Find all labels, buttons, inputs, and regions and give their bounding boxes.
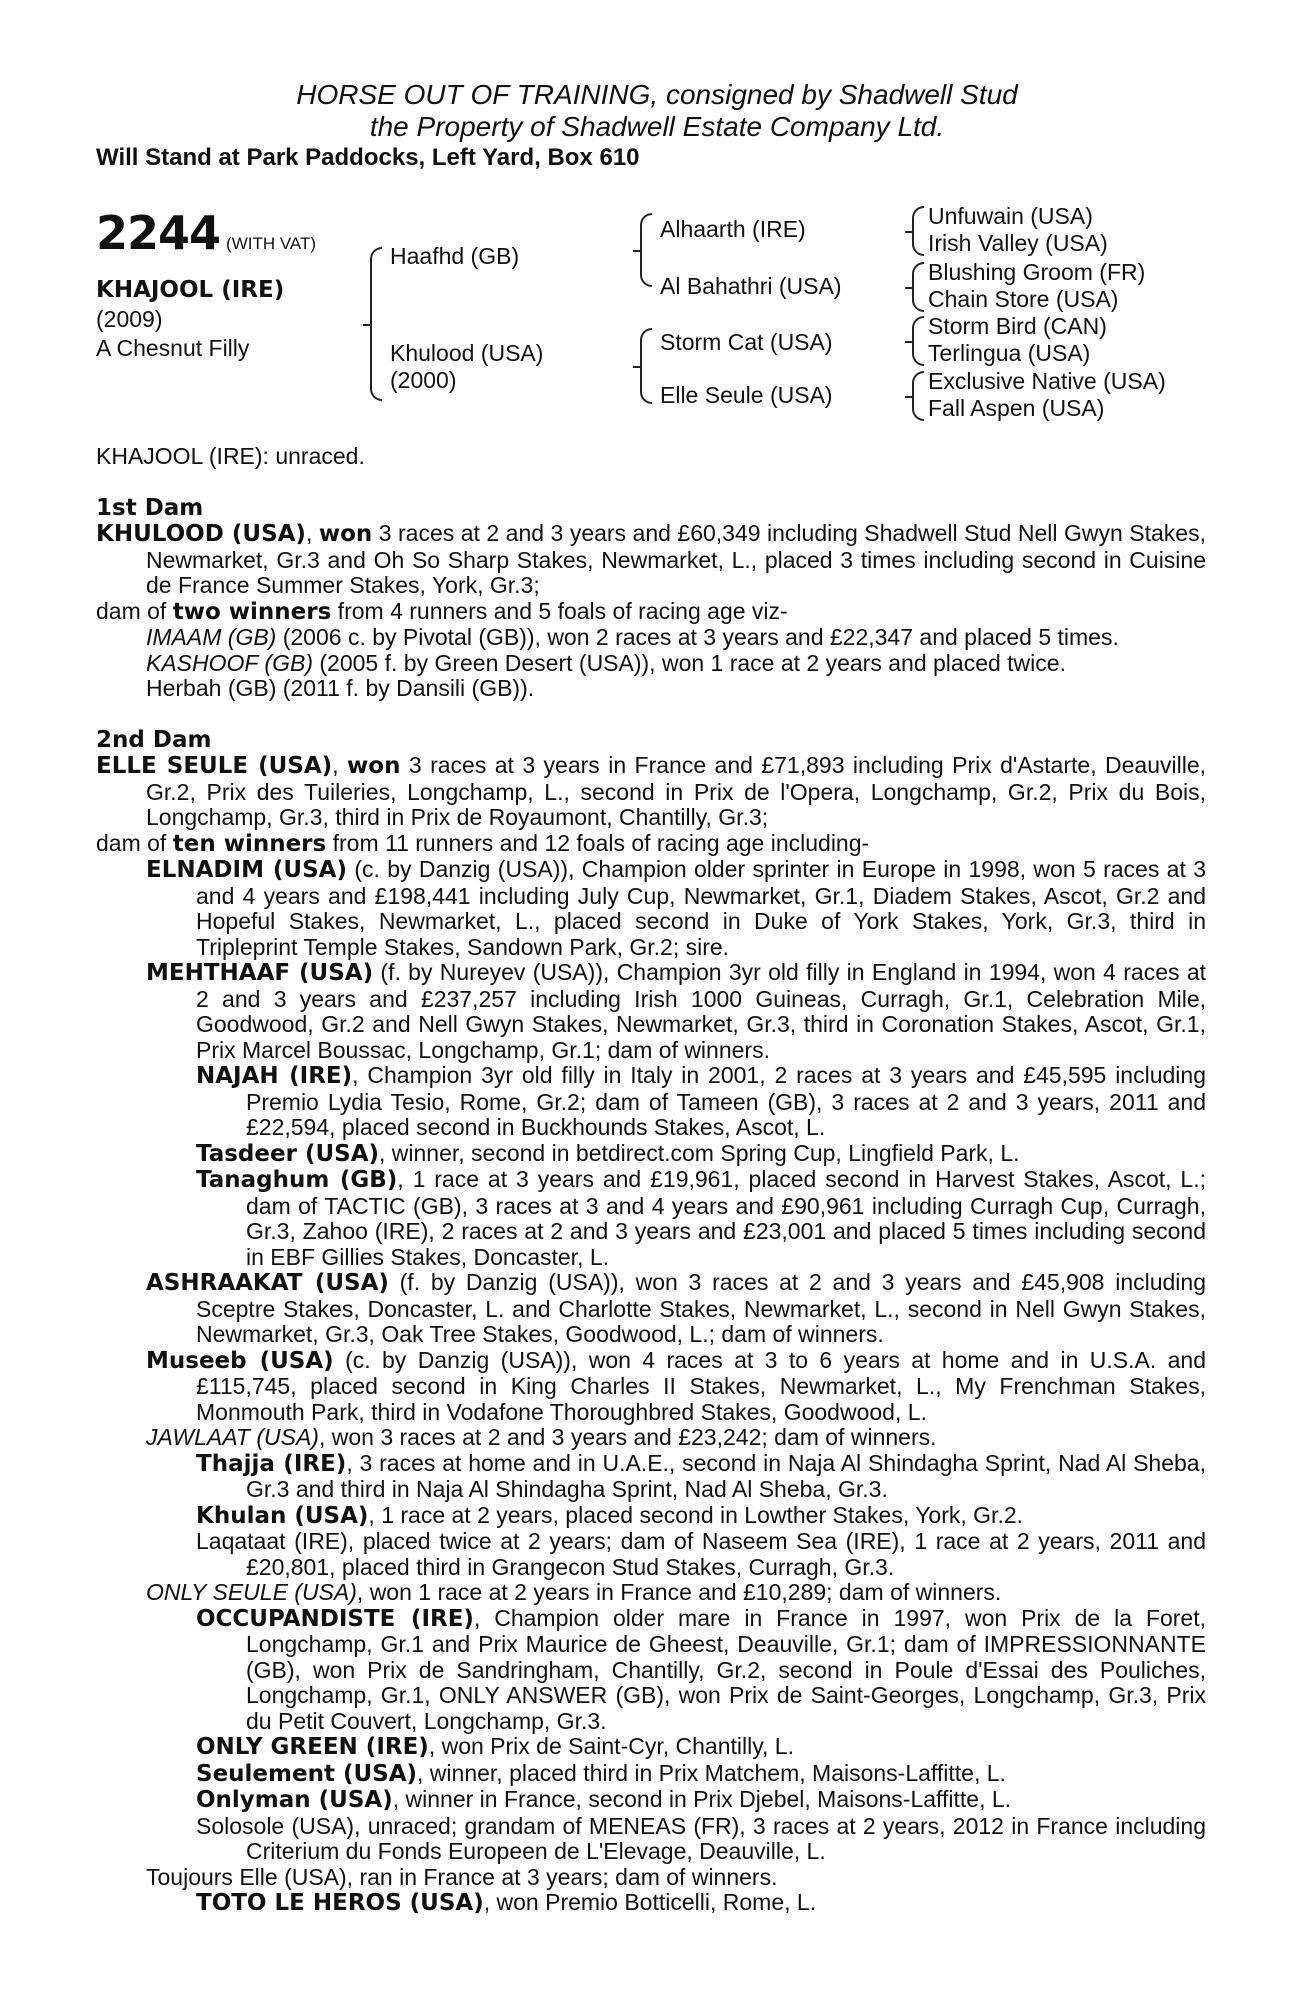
produce-entry bbox=[96, 1787, 1206, 1814]
horse-description: A Chesnut Filly bbox=[96, 335, 250, 361]
lot-number: 2244 bbox=[96, 206, 221, 260]
ped-sds: Blushing Groom (FR) bbox=[928, 259, 1146, 285]
produce-name: ELNADIM (USA) bbox=[146, 857, 347, 883]
produce-text: Laqataat (IRE), placed twice at 2 years; dam of Naseem Sea (IRE), 1 race at 2 years, 2011 and £20,801, placed third in Grangecon Stud Stakes, Curragh, Gr.3. bbox=[196, 1528, 1206, 1580]
produce-text: , won Prix de Saint-Cyr, Chantilly, L. bbox=[428, 1733, 794, 1759]
produce-text: (c. by Danzig (USA)), won 4 races at 3 to 6 years at home and in U.S.A. and £115,745, placed second in King Charles II Stakes, Newmarket, L., My Frenchman Stakes, Monmouth Park, third in Vodafone Thoroughbred Stakes, Goodwood, L. bbox=[196, 1346, 1207, 1425]
produce-text: (f. by Danzig (USA)), won 3 races at 2 and 3 years and £45,908 including Sceptre Stakes, Doncaster, L. and Charlotte Stakes, Newmarket, L., second in Nell Gwyn Stakes, Newmarket, Gr.3, Oak Tree Stakes, Goodwood, L.; dam of winners. bbox=[196, 1269, 1206, 1347]
foal-row bbox=[96, 676, 1206, 702]
produce-name: ONLY GREEN (IRE) bbox=[196, 1734, 429, 1760]
second-dam-of-post: from 11 runners and 12 foals of racing age including- bbox=[326, 829, 870, 856]
foal-text: (2005 f. by Green Desert (USA)), won 1 race at 2 years and placed twice. bbox=[313, 649, 1066, 676]
produce-entry bbox=[96, 1063, 1206, 1141]
ped-sire-sire: Alhaarth (IRE) bbox=[660, 216, 806, 242]
produce-name: JAWLAAT (USA) bbox=[146, 1424, 319, 1450]
produce-name: TOTO LE HEROS (USA) bbox=[196, 1890, 484, 1916]
produce-name: Onlyman (USA) bbox=[196, 1787, 393, 1813]
second-dam-name: ELLE SEULE (USA) bbox=[96, 753, 333, 779]
produce-text: , won 3 races at 2 and 3 years and £23,242; dam of winners. bbox=[318, 1424, 937, 1450]
foal-text: (2006 c. by Pivotal (GB)), won 2 races at 3 years and £22,347 and placed 5 times. bbox=[276, 624, 1119, 650]
first-dam-of-post: from 4 runners and 5 foals of racing age viz- bbox=[331, 597, 788, 624]
ped-dss: Storm Bird (CAN) bbox=[928, 313, 1107, 339]
ped-dam-year: (2000) bbox=[390, 367, 457, 393]
horse-info bbox=[96, 276, 284, 363]
brace-g2 bbox=[912, 262, 924, 312]
produce-text: , won 1 race at 2 years in France and £10,289; dam of winners. bbox=[356, 1579, 1002, 1605]
produce-text: , winner in France, second in Prix Djebel, Maisons-Laffitte, L. bbox=[392, 1786, 1012, 1812]
first-dam-summary: KHULOOD (USA), won 3 races at 2 and 3 years and £60,349 including Shadwell Stud Nell Gwyn Stakes, Newmarket, Gr.3 and Oh So Sharp Stakes, Newmarket, L., placed 3 times including second in Cuisine de France Summer Stakes, York, Gr.3; bbox=[96, 520, 1206, 598]
produce-entry bbox=[96, 1167, 1206, 1270]
produce-name: Khulan (USA) bbox=[196, 1502, 369, 1529]
ped-dam-sire: Storm Cat (USA) bbox=[660, 329, 833, 355]
stand-location: Will Stand at Park Paddocks, Left Yard, Box 610 bbox=[96, 144, 640, 171]
brace-g4 bbox=[912, 371, 924, 421]
produce-text: , Champion older mare in France in 1997, won Prix de la Foret, Longchamp, Gr.1 and Prix Maurice de Gheest, Deauville, Gr.1; dam of IMPRESSIONNANTE (GB), won Prix de Sandringham, Chantilly, Gr.2, second in Poule d'Essai des Pouliches, Longchamp, Gr.1, ONLY ANSWER (GB), won Prix de Saint-Georges, Longchamp, Gr.3, Prix du Petit Couvert, Longchamp, Gr.3. bbox=[246, 1604, 1206, 1734]
second-dam-heading: 2nd Dam bbox=[96, 726, 212, 753]
produce-name: MEHTHAAF (USA) bbox=[146, 960, 374, 986]
ped-sdd: Chain Store (USA) bbox=[928, 286, 1119, 312]
first-dam-name: KHULOOD (USA) bbox=[96, 521, 306, 547]
header-line-1: HORSE OUT OF TRAINING, consigned by Shadwell Stud bbox=[296, 79, 1018, 110]
produce-text: , Champion 3yr old filly in Italy in 2001, 2 races at 3 years and £45,595 including Premio Lydia Tesio, Rome, Gr.2; dam of Tameen (GB), 3 races at 2 and 3 years, 2011 and £22,594, placed second in Buckhounds Stakes, Ascot, L. bbox=[246, 1062, 1206, 1140]
produce-name: OCCUPANDISTE (IRE) bbox=[196, 1605, 474, 1632]
horse-year: (2009) bbox=[96, 306, 163, 332]
foal-name: KASHOOF (GB) bbox=[146, 649, 313, 676]
produce-text: , 1 race at 2 years, placed second in Lowther Stakes, York, Gr.2. bbox=[368, 1501, 1024, 1528]
produce-entry bbox=[96, 1425, 1206, 1451]
first-dam-produce bbox=[96, 599, 1206, 626]
produce-entry bbox=[96, 1890, 1206, 1917]
produce-name: Tanaghum (GB) bbox=[196, 1167, 398, 1193]
ped-sire: Haafhd (GB) bbox=[390, 243, 520, 269]
second-dam-won: won bbox=[347, 753, 401, 779]
produce-entry bbox=[96, 1865, 1206, 1891]
produce-entry bbox=[96, 857, 1206, 960]
ped-dds: Exclusive Native (USA) bbox=[928, 368, 1166, 394]
produce-name: ONLY SEULE (USA) bbox=[146, 1579, 357, 1605]
first-dam-of-bold: two winners bbox=[172, 598, 332, 625]
foal-row bbox=[96, 651, 1206, 677]
produce-text: Toujours Elle (USA), ran in France at 3 years; dam of winners. bbox=[146, 1863, 778, 1890]
produce-text: , winner, placed third in Prix Matchem, Maisons-Laffitte, L. bbox=[417, 1759, 1006, 1786]
produce-entry bbox=[96, 1141, 1206, 1168]
catalogue-body bbox=[96, 444, 1206, 1917]
second-dam-summary: ELLE SEULE (USA), won 3 races at 3 years in France and £71,893 including Prix d'Astarte, Deauville, Gr.2, Prix des Tuileries, Longchamp, L., second in Prix de l'Opera, Longchamp, Gr.2, Prix du Bois, Longchamp, Gr.3, third in Prix de Royaumont, Chantilly, Gr.3; bbox=[96, 752, 1206, 830]
produce-entry bbox=[96, 1451, 1206, 1503]
produce-text: , won Premio Botticelli, Rome, L. bbox=[483, 1889, 817, 1915]
produce-entry bbox=[96, 1529, 1206, 1580]
produce-entry bbox=[96, 1734, 1206, 1761]
header-line-2: the Property of Shadwell Estate Company Ltd. bbox=[369, 111, 945, 142]
brace-sire-dam bbox=[370, 247, 382, 401]
lot-block bbox=[96, 206, 316, 260]
first-dam-of-pre: dam of bbox=[96, 597, 173, 624]
produce-name: ASHRAAKAT (USA) bbox=[146, 1270, 389, 1296]
produce-name: Thajja (IRE) bbox=[196, 1450, 347, 1477]
produce-name: Seulement (USA) bbox=[196, 1760, 418, 1787]
produce-text: , winner, second in betdirect.com Spring Cup, Lingfield Park, L. bbox=[379, 1139, 1020, 1166]
second-dam-text: 3 races at 3 years in France and £71,893 including Prix d'Astarte, Deauville, Gr.2, Prix des Tuileries, Longchamp, L., second in Prix de l'Opera, Longchamp, Gr.2, Prix du Bois, Longchamp, Gr.3, third in Prix de Royaumont, Chantilly, Gr.3; bbox=[146, 752, 1206, 830]
ped-sire-dam: Al Bahathri (USA) bbox=[660, 273, 842, 299]
produce-text: Solosole (USA), unraced; grandam of MENEAS (FR), 3 races at 2 years, 2012 in France including Criterium du Fonds Europeen de L'Elevage, Deauville, L. bbox=[196, 1812, 1206, 1864]
vat-label: (WITH VAT) bbox=[226, 234, 317, 253]
first-dam-heading: 1st Dam bbox=[96, 494, 204, 521]
ped-dam: Khulood (USA) bbox=[390, 340, 544, 366]
ped-dam-dam: Elle Seule (USA) bbox=[660, 382, 833, 408]
produce-entry bbox=[96, 1580, 1206, 1606]
brace-g3 bbox=[912, 316, 924, 366]
ped-ddd: Fall Aspen (USA) bbox=[928, 395, 1105, 421]
produce-entry bbox=[96, 1348, 1206, 1426]
produce-name: NAJAH (IRE) bbox=[196, 1063, 353, 1089]
produce-entry bbox=[96, 1761, 1206, 1788]
produce-name: Tasdeer (USA) bbox=[196, 1140, 380, 1167]
produce-entry bbox=[96, 1814, 1206, 1865]
produce-entry bbox=[96, 1270, 1206, 1348]
second-dam-of-bold: ten winners bbox=[172, 830, 327, 857]
foal-name: IMAAM (GB) bbox=[146, 624, 277, 650]
foal-text: Herbah (GB) (2011 f. by Dansili (GB)). bbox=[146, 675, 535, 701]
ped-ssd: Irish Valley (USA) bbox=[928, 230, 1108, 256]
foal-row bbox=[96, 625, 1206, 651]
produce-text: , 1 race at 3 years and £19,961, placed second in Harvest Stakes, Ascot, L.; dam of TACTIC (GB), 3 races at 3 and 4 years and £90,961 including Curragh Cup, Curragh, Gr.3, Zahoo (IRE), 2 races at 2 and 3 years and £23,001 and placed 5 times including second in EBF Gillies Stakes, Doncaster, L. bbox=[246, 1166, 1206, 1270]
first-dam-text: 3 races at 2 and 3 years and £60,349 including Shadwell Stud Nell Gwyn Stakes, Newmarket, Gr.3 and Oh So Sharp Stakes, Newmarket, L., placed 3 times including second in Cuisine de France Summer Stakes, York, Gr.3; bbox=[146, 520, 1206, 598]
ped-dsd: Terlingua (USA) bbox=[928, 340, 1091, 366]
second-dam-of-pre: dam of bbox=[96, 829, 173, 856]
produce-entry bbox=[96, 1503, 1206, 1530]
second-dam-produce bbox=[96, 831, 1206, 858]
brace-g1 bbox=[912, 206, 924, 256]
ped-sss: Unfuwain (USA) bbox=[928, 203, 1093, 229]
produce-name: Museeb (USA) bbox=[146, 1347, 334, 1374]
produce-entry bbox=[96, 1606, 1206, 1735]
produce-text: (f. by Nureyev (USA)), Champion 3yr old filly in England in 1994, won 4 races at 2 and 3 years and £237,257 including Irish 1000 Guineas, Curragh, Gr.1, Celebration Mile, Goodwood, Gr.2 and Nell Gwyn Stakes, Newmarket, Gr.3, third in Coronation Stakes, Ascot, Gr.1, Prix Marcel Boussac, Longchamp, Gr.1; dam of winners. bbox=[196, 959, 1206, 1063]
horse-name: KHAJOOL (IRE) bbox=[96, 277, 285, 303]
produce-text: , 3 races at home and in U.A.E., second in Naja Al Shindagha Sprint, Nad Al Sheba, Gr.3 and third in Naja Al Shindagha Sprint, Nad Al Sheba, Gr.3. bbox=[246, 1449, 1206, 1502]
produce-text: (c. by Danzig (USA)), Champion older sprinter in Europe in 1998, won 5 races at 3 and 4 years and £198,441 including July Cup, Newmarket, Gr.1, Diadem Stakes, Ascot, Gr.2 and Hopeful Stakes, Newmarket, L., placed second in Duke of York Stakes, York, Gr.3, third in Tripleprint Temple Stakes, Sandown Park, Gr.2; sire. bbox=[196, 856, 1206, 960]
brace-dam-line bbox=[640, 328, 652, 404]
produce-entry bbox=[96, 960, 1206, 1063]
produce-list bbox=[96, 857, 1206, 1917]
first-dam-won: won bbox=[318, 521, 373, 547]
race-record: KHAJOOL (IRE): unraced. bbox=[96, 443, 365, 469]
brace-sire-line bbox=[640, 213, 652, 287]
